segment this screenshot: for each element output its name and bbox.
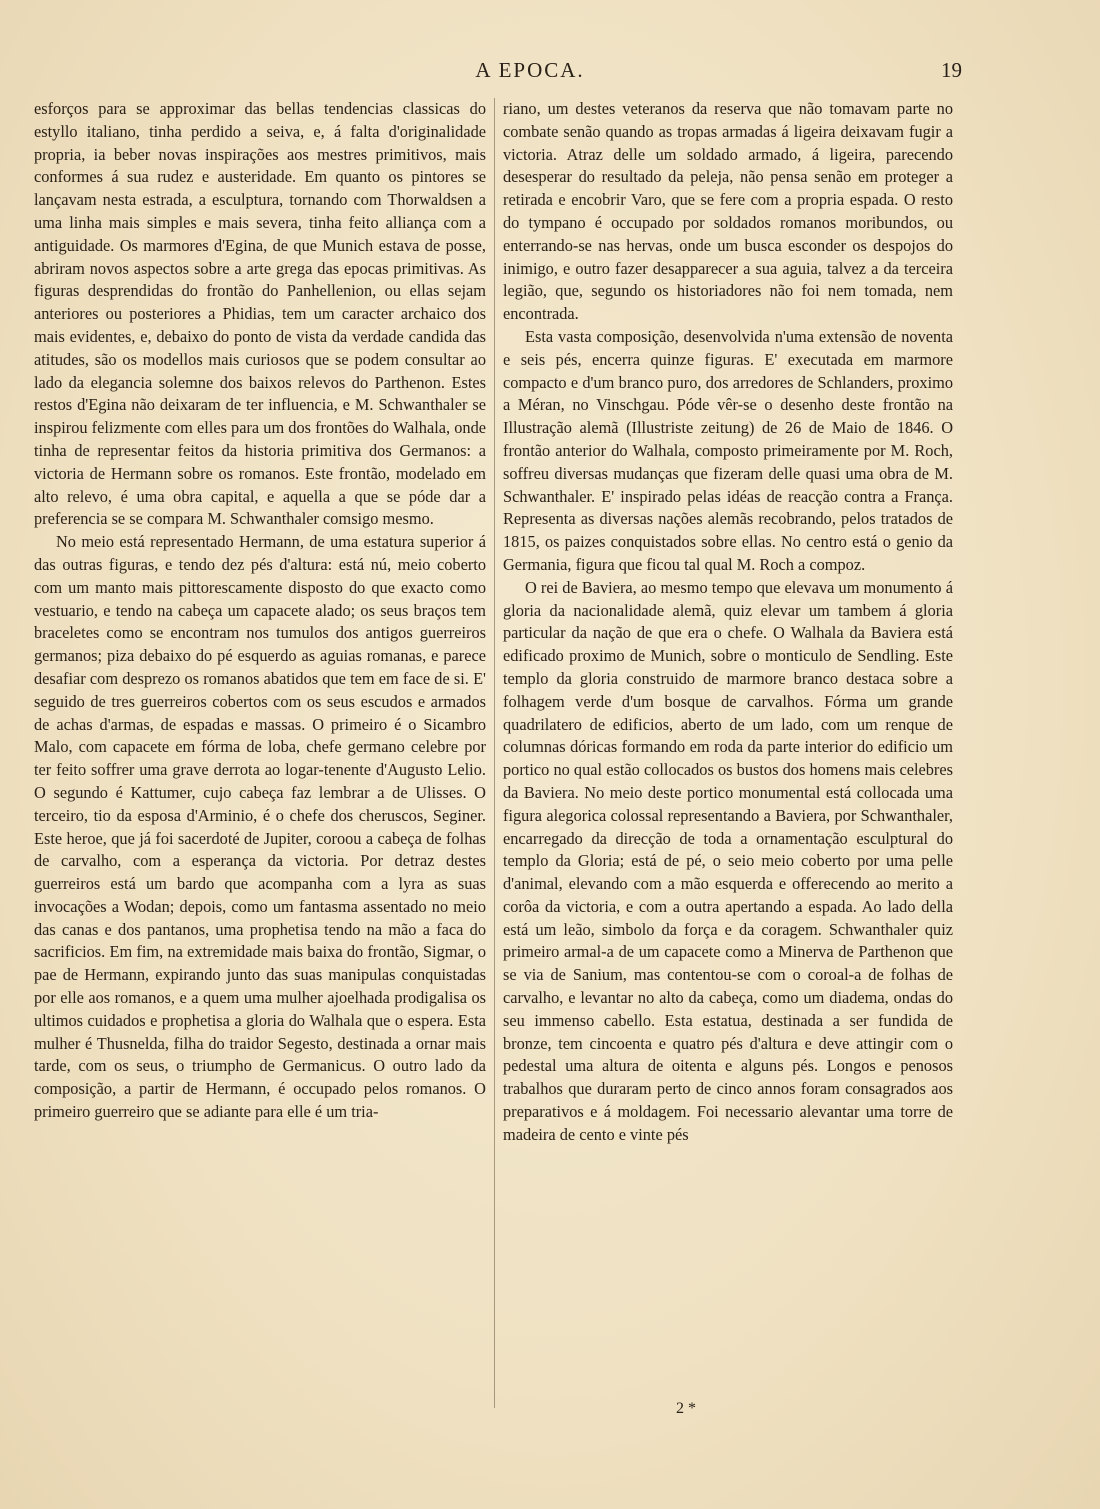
paragraph: Esta vasta composição, desenvolvida n'uma extensão de noventa e seis pés, encerra quinze figuras. E' executada em marmore compacto e d'um branco puro, dos arredores de Schlanders, proximo a Méran, no Vinschgau. Póde vêr-se o desenho deste frontão na Illustração alemã (Illustriste zeitung) de 26 de Maio de 1846. O frontão anterior do Walhala, composto primeiramente por M. Roch, soffreu diversas mudanças que fizeram delle quasi uma obra de M. Schwanthaler. E' inspirado pelas idéas de reacção contra a França. Representa as diversas nações alemãs recobrando, pelos tratados de 1815, os paizes conquistados sobre ellas. No centro está o genio da Germania, figura que ficou tal qual M. Roch a compoz. [503, 326, 953, 574]
printer-signature-mark: 2 * [676, 1400, 696, 1417]
running-title: A EPOCA. [475, 58, 585, 82]
left-column [34, 98, 486, 1124]
paragraph: riano, um destes veteranos da reserva que não tomavam parte no combate senão quando as tropas armadas á ligeira deixavam fugir a victoria. Atraz delle um soldado armado, á ligeira, parecendo desesperar do resultado da peleja, não pensa senão em proteger a retirada e encobrir Varo, que se fere com a propria espada. O resto do tympano é occupado por soldados romanos moribundos, ou enterrando-se nas hervas, onde um busca esconder os despojos do inimigo, e outro fazer desapparecer a sua aguia, talvez a da terceira legião, que, segundo os historiadores não foi nem tomada, nem encontrada. [503, 99, 953, 324]
paragraph: O rei de Baviera, ao mesmo tempo que elevava um monumento á gloria da nacionalidade alemã, quiz elevar um tambem á gloria particular da nação de que era o chefe. O Walhala da Baviera está edificado proximo de Munich, sobre o monticulo de Sendling. Este templo da gloria construido de marmore branco destaca sobre a folhagem verde d'um bosque de carvalhos. Fórma um grande quadrilatero de edificios, aberto de um lado, com um renque de columnas dóricas formando em roda da parte interior do edificio um portico no qual estão collocados os bustos dos homens mais celebres da Baviera. No meio deste portico monumental está collocada uma figura alegorica colossal representando a Baviera, por Schwanthaler, encarregado da direcção de toda a ornamentação esculptural do templo da Gloria; está de pé, o seio meio coberto por uma pelle d'animal, elevando com a mão esquerda e offerecendo ao merito a corôa da victoria, e com a outra apertando a espada. Ao lado della está um leão, simbolo da força e da coragem. Schwanthaler quiz primeiro armal-a de um capacete como a Minerva de Parthenon que se via de Sanium, mas contentou-se com o coroal-a de folhas de carvalho, e levantar no alto da cabeça, como um diadema, ondas do seu immenso cabello. Esta estatua, destinada a ser fundida de bronze, tem cincoenta e quatro pés d'altura e deve attingir com o pedestal uma altura de oitenta e alguns pés. Longos e penosos trabalhos que duraram perto de cinco annos foram consagrados aos preparativos e á moldagem. Foi necessario alevantar uma torre de madeira de cento e vinte pés [503, 577, 953, 1144]
page-number: 19 [941, 58, 962, 82]
paragraph: esforços para se approximar das bellas tendencias classicas do estyllo italiano, tinha perdido a seiva, e, á falta d'originalidade propria, ia beber novas inspirações aos mestres primitivos, mais conformes á sua rudez e austeridade. Em quanto os pintores se lançavam nesta estrada, a esculptura, tornando com Thorwaldsen a uma linha mais simples e mais severa, tinha feito alliança com a antiguidade. Os marmores d'Egina, de que Munich estava de posse, abriram novos aspectos sobre a arte grega das epocas primitivas. As figuras desprendidas do frontão do Panhellenion, ou ellas sejam anteriores ou posteriores a Phidias, tem um caracter archaico dos mais evidentes, e, debaixo do ponto de vista da verdade candida das atitudes, são os modellos mais curiosos que se podem consultar ao lado da elegancia solemne dos baixos relevos do Parthenon. Estes restos d'Egina não deixaram de ter influencia, e M. Schwanthaler se inspirou felizmente com elles para um dos frontões do Walhala, onde tinha de representar feitos da historia primitiva dos Germanos: a victoria de Hermann sobre os romanos. Este frontão, modelado em alto relevo, é uma obra capital, e aquella a que se póde dar a preferencia se se compara M. Schwanthaler comsigo mesmo. [34, 99, 486, 529]
page-header [30, 58, 1030, 90]
column-divider [494, 98, 495, 1408]
right-column [503, 98, 953, 1147]
paragraph: No meio está representado Hermann, de uma estatura superior á das outras figuras, e tendo dez pés d'altura: está nú, meio coberto com um manto mais pittorescamente disposto do que exacto como vestuario, e tendo na cabeça um capacete alado; os seus braços tem braceletes como se encontram nos tumulos dos antigos guerreiros germanos; piza debaixo do pé esquerdo as aguias romanas, e parece desafiar com desprezo os romanos abatidos que tem em face de si. E' seguido de tres guerreiros cobertos com os seus escudos e armados de achas d'armas, de espadas e massas. O primeiro é o Sicambro Malo, com capacete em fórma de loba, chefe germano celebre por ter feito soffrer uma grave derrota ao logar-tenente d'Augusto Lelio. O segundo é Kattumer, cujo cabeça faz lembrar a de Ulisses. O terceiro, tio da esposa d'Arminio, é o chefe dos cheruscos, Seginer. Este heroe, que já foi sacerdoté de Jupiter, coroou a cabeça de folhas de carvalho, com a esperança da victoria. Por detraz destes guerreiros está um bardo que acompanha com a lyra as suas invocações a Wodan; depois, como um fantasma assentado no meio das canas e dos pantanos, uma prophetisa tendo na mão a faca do sacrificios. Em fim, na extremidade mais baixa do frontão, Sigmar, o pae de Hermann, expirando junto das suas manipulas conquistadas por elle aos romanos, e a quem uma mulher ajoelhada prodigalisa os ultimos cuidados e prophetisa a gloria do Walhala que o espera. Esta mulher é Thusnelda, filha do traidor Segesto, destinada a ornar mais tarde, com os seus, o triumpho de Germanicus. O outro lado da composição, a partir de Hermann, é occupado pelos romanos. O primeiro guerreiro que se adiante para elle é um tria- [34, 532, 486, 1122]
